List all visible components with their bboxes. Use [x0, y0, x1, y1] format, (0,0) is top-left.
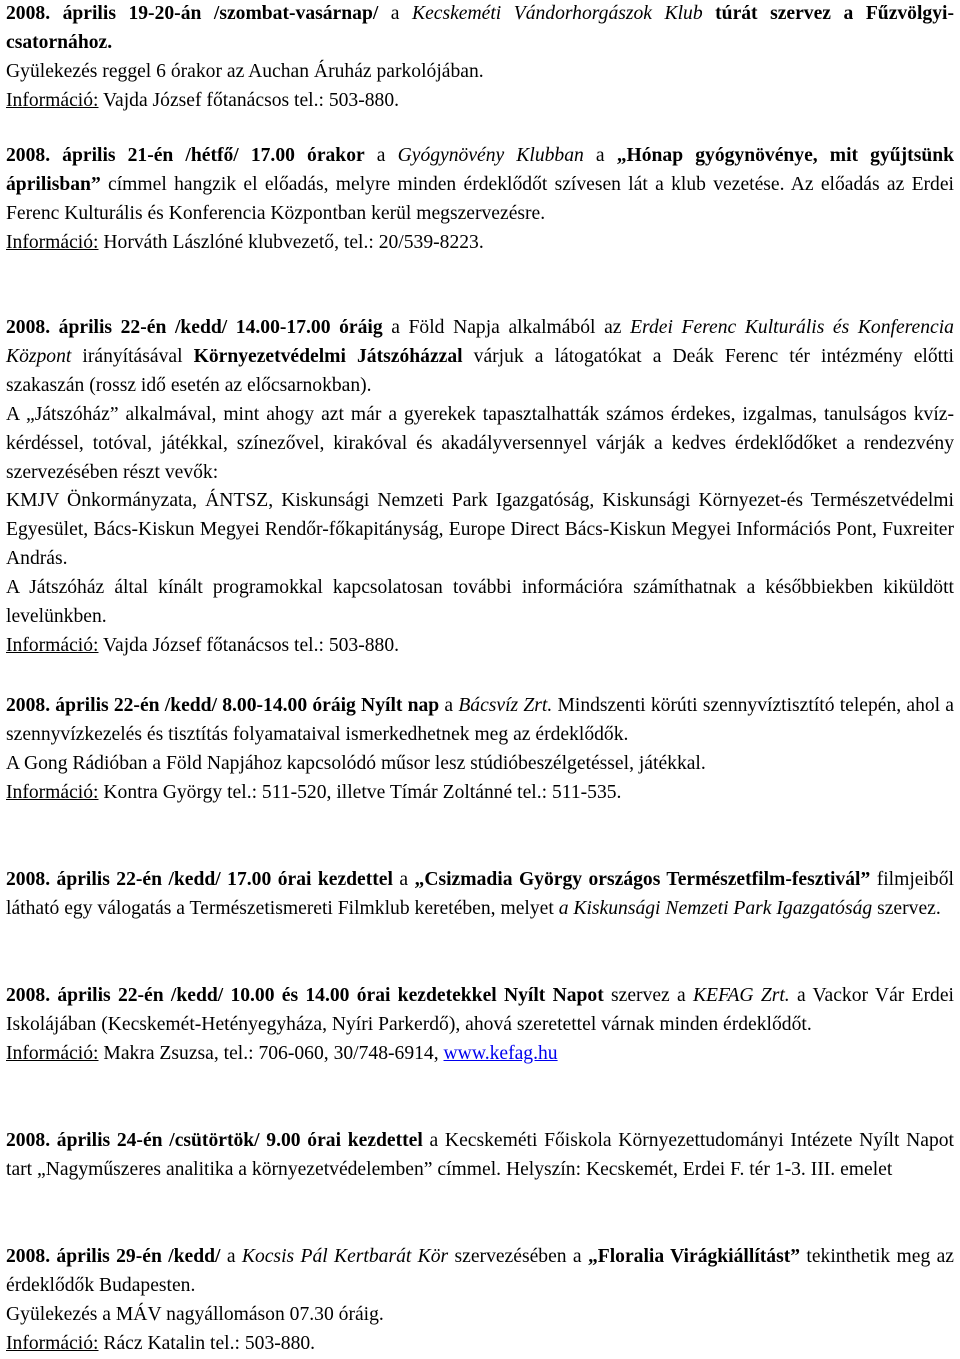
kefag-website-link[interactable]: www.kefag.hu [443, 1042, 558, 1064]
event-5 [6, 866, 954, 924]
event-1-description: 2008. április 19-20-án /szombat-vasárnap/ a Kecskeméti Vándorhorgászok Klub túrát szervez a Fűzvölgyi-csatornához. [6, 3, 954, 53]
event-6-description: 2008. április 22-én /kedd/ 10.00 és 14.00 órai kezdetekkel Nyílt Napot szervez a KEFAG Zrt. a Vackor Vár Erdei Iskolájában (Kecskemét-Hetényegyháza, Nyíri Parkerdő), ahová szeretettel várnak minden érdeklődőt. [6, 985, 954, 1035]
meeting-note: Gyülekezés a MÁV nagyállomáson 07.30 óráig. [6, 1303, 384, 1325]
info-line [6, 229, 954, 258]
info-label: Információ: [6, 1332, 99, 1354]
info-line [6, 779, 954, 808]
info-label: Információ: [6, 89, 99, 111]
event-8-description: 2008. április 29-én /kedd/ a Kocsis Pál Kertbarát Kör szervezésében a „Floralia Virágkiállítást” tekinthetik meg az érdeklődők Budapesten. [6, 1246, 955, 1296]
event-date: 2008. április 22-én /kedd/ 17.00 órai kezdettel [6, 869, 393, 890]
event-date: 2008. április 22-én /kedd/ 14.00-17.00 óráig [6, 317, 383, 338]
info-line [6, 1040, 954, 1069]
event-2 [6, 142, 954, 258]
event-3-description: 2008. április 22-én /kedd/ 14.00-17.00 óráig a Föld Napja alkalmából az Erdei Ferenc Kulturális és Konferencia Központ irányításával Környezetvédelmi Játszóházzal várjuk a látogatókat a Deák Ferenc tér intézmény előtti szakaszán (rossz idő esetén az előcsarnokban). [6, 317, 954, 396]
event-title: túrát szervez a Fűzvölgyi-csatornához. [6, 3, 954, 53]
event-8 [6, 1243, 954, 1359]
event-date: 2008. április 21-én /hétfő/ 17.00 órakor [6, 145, 365, 166]
info-label: Információ: [6, 781, 99, 803]
event-title: „Csizmadia György országos Természetfilm-fesztivál” [414, 869, 871, 890]
organizer: Erdei Ferenc Kulturális és Konferencia Központ [6, 317, 954, 367]
event-4-description: 2008. április 22-én /kedd/ 8.00-14.00 óráig Nyílt nap a Bácsvíz Zrt. Mindszenti körúti szennyvíztisztító telepén, ahol a szennyvízkezelés és tisztítás folyamataival ismerkedhetnek meg az érdeklődők. [6, 695, 955, 745]
info-label: Információ: [6, 231, 99, 253]
event-date: 2008. április 29-én /kedd/ [6, 1246, 221, 1267]
info-text: Vajda József főtanácsos tel.: 503-880. [98, 89, 400, 111]
organizer: KEFAG Zrt. [692, 985, 790, 1006]
event-date: 2008. április 22-én /kedd/ 10.00 és 14.00 órai kezdetekkel Nyílt Napot [6, 985, 604, 1006]
further-info-paragraph: A Játszóház által kínált programokkal kapcsolatosan további információra számíthatnak a későbbiekben kiküldött levelünkben. [6, 577, 954, 628]
info-text: Horváth Lászlóné klubvezető, tel.: 20/539-8223. [98, 231, 484, 253]
event-title: „Hónap gyógynövénye, mit gyűjtsünk áprilisban” [6, 145, 955, 195]
info-text: Rácz Katalin tel.: 503-880. [98, 1332, 316, 1354]
event-title: „Floralia Virágkiállítást” [587, 1246, 801, 1267]
event-2-description: 2008. április 21-én /hétfő/ 17.00 órakor a Gyógynövény Klubban a „Hónap gyógynövénye, mit gyűjtsünk áprilisban” címmel hangzik el előadás, melyre minden érdeklődőt szívesen lát a klub vezetése. Az előadás az Erdei Ferenc Kulturális és Konferencia Központban kerül megszervezésre. [6, 145, 955, 224]
organizer: a Kiskunsági Nemzeti Park Igazgatóság [558, 897, 873, 919]
event-4 [6, 692, 954, 808]
event-date: 2008. április 24-én /csütörtök/ 9.00 órai kezdettel [6, 1130, 423, 1151]
info-line [6, 1330, 954, 1359]
event-7-description: 2008. április 24-én /csütörtök/ 9.00 órai kezdettel a Kecskeméti Főiskola Környezettudományi Intézete Nyílt Napot tart „Nagyműszeres analitika a környezetvédelemben” címmel. Helyszín: Kecskemét, Erdei F. tér 1-3. III. emelet [6, 1130, 954, 1180]
event-date: 2008. április 19-20-án /szombat-vasárnap/ [6, 3, 379, 24]
organizer: Kocsis Pál Kertbarát Kör [241, 1246, 449, 1267]
info-text: Makra Zsuzsa, tel.: 706-060, 30/748-6914, [98, 1042, 444, 1064]
info-text: Vajda József főtanácsos tel.: 503-880. [98, 634, 400, 656]
info-text: Kontra György tel.: 511-520, illetve Tímár Zoltánné tel.: 511-535. [98, 781, 622, 803]
event-title: Környezetvédelmi Játszóházzal [193, 345, 463, 367]
event-5-description: 2008. április 22-én /kedd/ 17.00 órai kezdettel a „Csizmadia György országos Természetfilm-fesztivál” filmjeiből látható egy válogatás a Természetismereti Filmklub keretében, melyet a Kiskunsági Nemzeti Park Igazgatóság szervez. [6, 869, 954, 919]
info-line [6, 632, 954, 661]
event-1 [6, 0, 954, 116]
meeting-note: Gyülekezés reggel 6 órakor az Auchan Áruház parkolójában. [6, 60, 484, 82]
event-date: 2008. április 22-én /kedd/ 8.00-14.00 óráig Nyílt nap [6, 695, 440, 716]
organizer: Bácsvíz Zrt. [458, 695, 553, 716]
jatszohaz-paragraph: A „Játszóház” alkalmával, mint ahogy azt már a gyerekek tapasztalhatták számos érdekes, izgalmas, tanulságos kvíz-kérdéssel, totóval, játékkal, színezővel, kirakóval és akadályversennyel várják a kedves érdeklődőket a rendezvény szervezésében részt vevők: [6, 403, 954, 483]
event-6 [6, 982, 954, 1069]
event-3 [6, 314, 954, 661]
info-label: Információ: [6, 634, 99, 656]
info-line [6, 87, 954, 116]
event-7 [6, 1127, 954, 1185]
radio-note: A Gong Rádióban a Föld Napjához kapcsolódó műsor lesz stúdióbeszélgetéssel, játékkal. [6, 752, 706, 774]
info-label: Információ: [6, 1042, 99, 1064]
organizer: Gyógynövény Klubban [397, 145, 584, 166]
organizers-list: KMJV Önkormányzata, ÁNTSZ, Kiskunsági Nemzeti Park Igazgatóság, Kiskunsági Környezet-és Természetvédelmi Egyesület, Bács-Kiskun Megyei Rendőr-főkapitányság, Europe Direct Bács-Kiskun Megyei Információs Pont, Fuxreiter András. [6, 490, 954, 570]
organizer: Kecskeméti Vándorhorgászok Klub [412, 3, 703, 24]
